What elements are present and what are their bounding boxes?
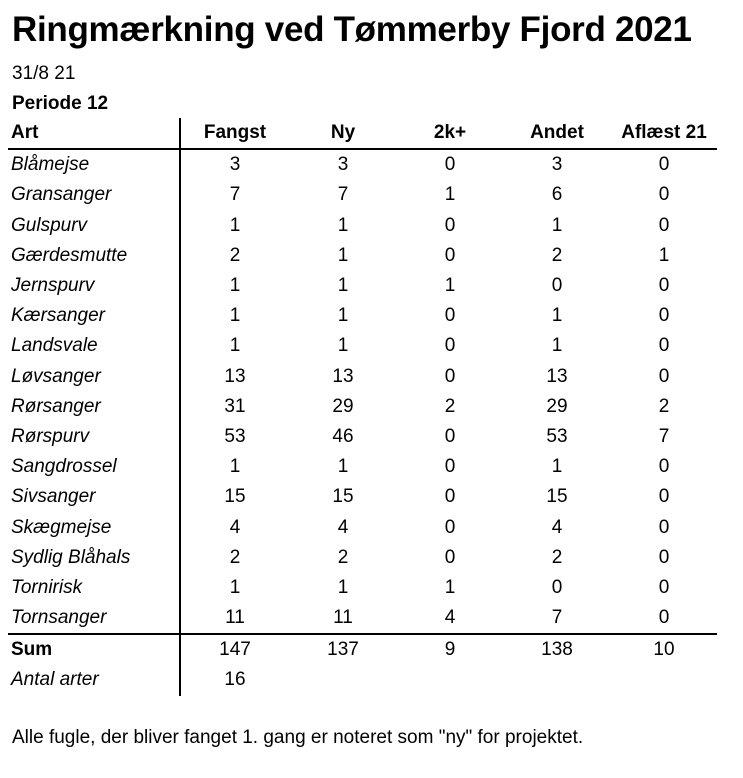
table-row: [8, 482, 717, 512]
cell-2k: 1: [444, 275, 456, 297]
table-row: [8, 149, 717, 180]
cell-2k: 0: [444, 486, 456, 508]
cell-fangst: 2: [229, 546, 241, 568]
cell-ny: 3: [337, 154, 349, 176]
table-row: [8, 573, 717, 603]
table-row: [8, 211, 717, 241]
cell-species: Landsvale: [8, 331, 180, 361]
cell-aflaest: 0: [658, 184, 670, 206]
cell-species: Rørsanger: [8, 392, 180, 422]
cell-species: Gærdesmutte: [8, 241, 180, 271]
sum-ny: 137: [289, 634, 397, 665]
sum-2k: 9: [397, 634, 503, 665]
table-row: [8, 543, 717, 573]
cell-species: Løvsanger: [8, 362, 180, 392]
header-andet: Andet: [503, 118, 611, 149]
cell-2k: 0: [444, 425, 456, 447]
page-title: Ringmærkning ved Tømmerby Fjord 2021: [12, 10, 692, 49]
sum-fangst: 147: [180, 634, 289, 665]
cell-ny: 2: [337, 546, 349, 568]
cell-aflaest: 0: [658, 576, 670, 598]
cell-aflaest: 0: [658, 456, 670, 478]
cell-2k: 0: [444, 214, 456, 236]
cell-aflaest: 0: [658, 275, 670, 297]
cell-aflaest: 2: [658, 395, 670, 417]
cell-2k: 1: [444, 576, 456, 598]
cell-andet: 1: [551, 305, 563, 327]
cell-species: Rørspurv: [8, 422, 180, 452]
cell-2k: 0: [444, 305, 456, 327]
cell-species: Sydlig Blåhals: [8, 543, 180, 573]
cell-ny: 46: [332, 425, 354, 447]
cell-andet: 13: [546, 365, 568, 387]
cell-fangst: 1: [229, 335, 241, 357]
cell-fangst: 15: [224, 486, 246, 508]
header-2k: 2k+: [397, 118, 503, 149]
cell-species: Sangdrossel: [8, 452, 180, 482]
table-row: [8, 362, 717, 392]
cell-species: Kærsanger: [8, 301, 180, 331]
cell-ny: 11: [333, 607, 353, 629]
cell-fangst: 53: [224, 425, 246, 447]
cell-aflaest: 0: [658, 516, 670, 538]
cell-andet: 53: [546, 425, 568, 447]
cell-aflaest: 0: [658, 154, 670, 176]
cell-2k: 0: [444, 244, 456, 266]
cell-ny: 15: [332, 486, 354, 508]
table-row: [8, 603, 717, 634]
cell-fangst: 2: [229, 244, 241, 266]
header-art: Art: [8, 118, 180, 149]
cell-ny: 4: [337, 516, 349, 538]
cell-species: Tornirisk: [8, 573, 180, 603]
cell-andet: 4: [551, 516, 563, 538]
header-fangst: Fangst: [180, 118, 289, 149]
cell-2k: 1: [444, 184, 456, 206]
ringing-table: [8, 118, 717, 696]
cell-andet: 7: [551, 607, 563, 629]
cell-ny: 1: [337, 305, 349, 327]
table-body: [8, 149, 717, 634]
cell-2k: 2: [444, 395, 456, 417]
table-row: [8, 271, 717, 301]
cell-species: Gransanger: [8, 180, 180, 210]
cell-ny: 7: [337, 184, 349, 206]
cell-ny: 1: [337, 275, 349, 297]
cell-aflaest: 0: [658, 546, 670, 568]
cell-species: Sivsanger: [8, 482, 180, 512]
cell-2k: 0: [444, 154, 456, 176]
cell-andet: 2: [551, 546, 563, 568]
cell-aflaest: 7: [658, 425, 670, 447]
cell-andet: 3: [551, 154, 563, 176]
cell-2k: 4: [444, 607, 456, 629]
date-label: 31/8 21: [12, 63, 76, 84]
species-count-row: [8, 665, 717, 695]
cell-andet: 1: [551, 214, 563, 236]
cell-fangst: 1: [229, 456, 241, 478]
cell-andet: 0: [551, 576, 563, 598]
cell-fangst: 13: [224, 365, 246, 387]
table-row: [8, 180, 717, 210]
cell-species: Tornsanger: [8, 603, 180, 634]
footnote: Alle fugle, der bliver fanget 1. gang er noteret som "ny" for projektet.: [12, 727, 584, 748]
header-aflaest: Aflæst 21: [611, 118, 717, 149]
cell-aflaest: 0: [658, 305, 670, 327]
sum-andet: 138: [503, 634, 611, 665]
cell-ny: 29: [332, 395, 354, 417]
table-row: [8, 331, 717, 361]
cell-andet: 0: [551, 275, 563, 297]
period-label: Periode 12: [12, 93, 109, 114]
cell-2k: 0: [444, 335, 456, 357]
sum-aflaest: 10: [611, 634, 717, 665]
cell-andet: 6: [551, 184, 563, 206]
cell-aflaest: 0: [658, 486, 670, 508]
cell-aflaest: 0: [658, 335, 670, 357]
cell-2k: 0: [444, 456, 456, 478]
table-row: [8, 512, 717, 542]
cell-fangst: 4: [229, 516, 241, 538]
sum-label: Sum: [8, 634, 180, 665]
cell-ny: 1: [337, 576, 349, 598]
table-row: [8, 241, 717, 271]
species-count-value: 16: [224, 669, 246, 691]
cell-aflaest: 0: [658, 365, 670, 387]
cell-species: Jernspurv: [8, 271, 180, 301]
cell-fangst: 31: [224, 395, 246, 417]
sum-row: [8, 634, 717, 665]
cell-2k: 0: [444, 546, 456, 568]
cell-ny: 13: [332, 365, 354, 387]
cell-andet: 1: [551, 335, 563, 357]
cell-aflaest: 0: [658, 607, 670, 629]
cell-fangst: 11: [225, 607, 245, 629]
cell-species: Skægmejse: [8, 512, 180, 542]
cell-species: Gulspurv: [8, 211, 180, 241]
cell-andet: 29: [546, 395, 568, 417]
cell-andet: 2: [551, 244, 563, 266]
cell-ny: 1: [337, 456, 349, 478]
cell-fangst: 1: [229, 305, 241, 327]
cell-2k: 0: [444, 516, 456, 538]
cell-ny: 1: [337, 214, 349, 236]
table-row: [8, 422, 717, 452]
cell-ny: 1: [337, 244, 349, 266]
cell-fangst: 1: [229, 576, 241, 598]
cell-species: Blåmejse: [8, 149, 180, 180]
table-row: [8, 392, 717, 422]
cell-fangst: 3: [229, 154, 241, 176]
cell-andet: 1: [551, 456, 563, 478]
table-header-row: [8, 118, 717, 149]
cell-fangst: 1: [229, 275, 241, 297]
cell-2k: 0: [444, 365, 456, 387]
cell-andet: 15: [546, 486, 568, 508]
cell-aflaest: 1: [658, 244, 670, 266]
species-count-label: Antal arter: [8, 665, 180, 695]
table-row: [8, 301, 717, 331]
header-ny: Ny: [289, 118, 397, 149]
cell-fangst: 7: [229, 184, 241, 206]
cell-ny: 1: [337, 335, 349, 357]
cell-aflaest: 0: [658, 214, 670, 236]
cell-fangst: 1: [229, 214, 241, 236]
table-row: [8, 452, 717, 482]
